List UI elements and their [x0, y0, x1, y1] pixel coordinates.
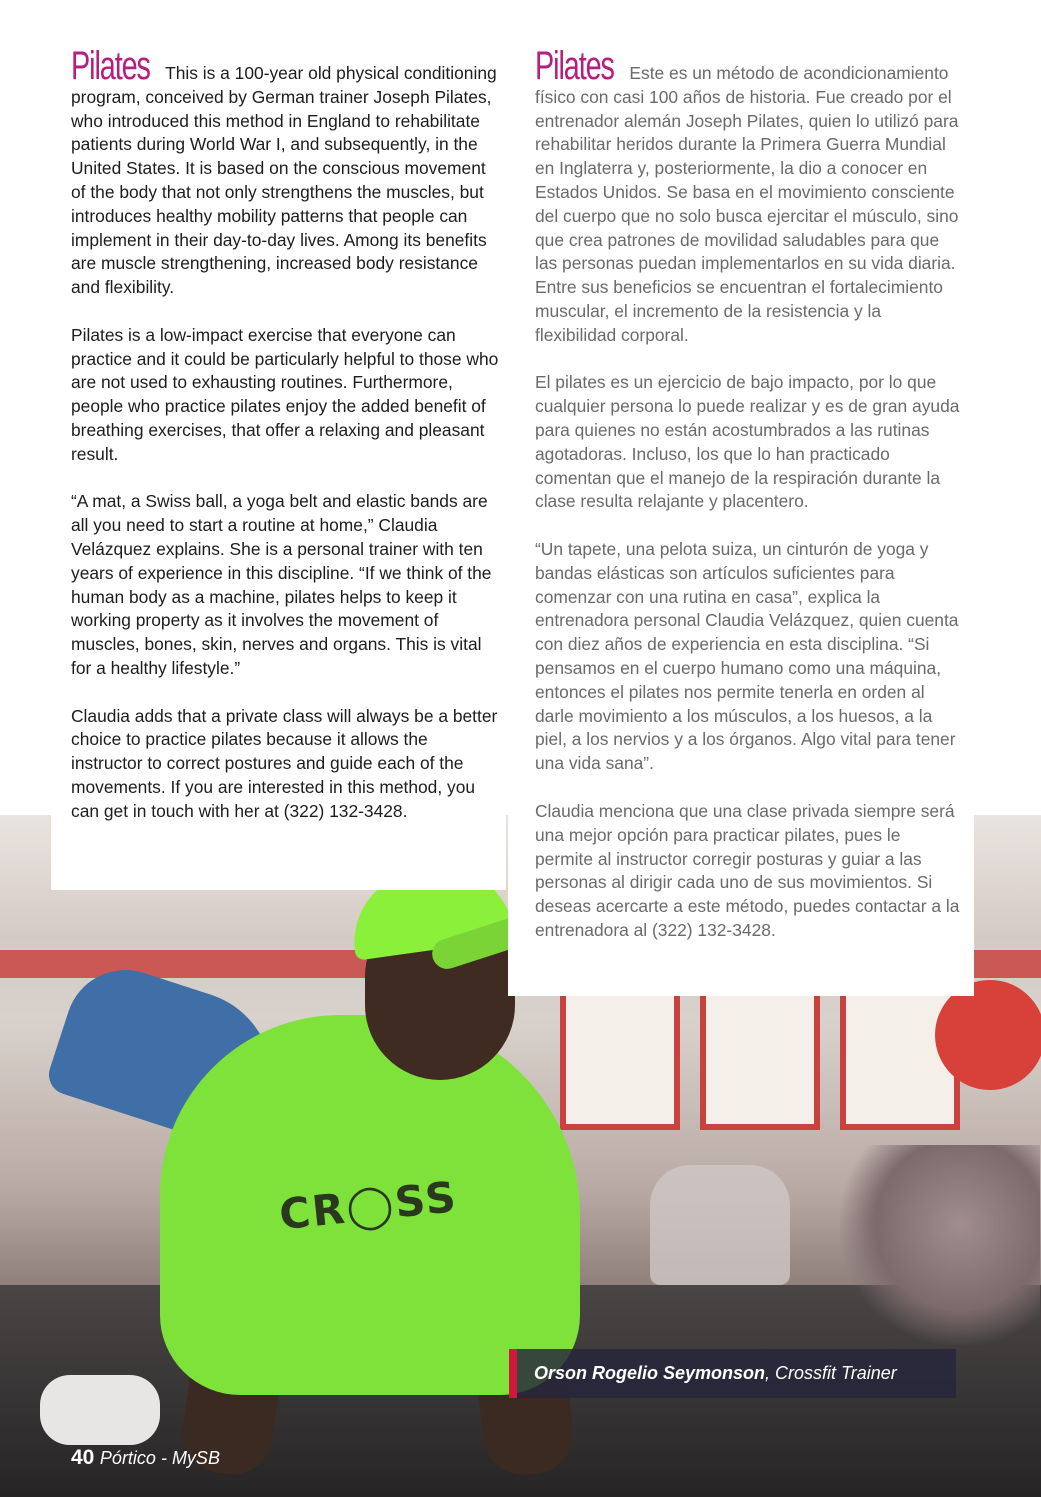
page-footer	[71, 1446, 220, 1470]
spanish-paragraph-text: Este es un método de acondicionamiento físico con casi 100 años de historia. Fue creado por el entrenador alemán Joseph Pilates, quien lo utilizó para rehabilitar heridos durante la Primera Guerra Mundial en Inglaterra y, posteriormente, la dio a conocer en Estados Unidos. Se basa en el movimiento consciente del cuerpo que no solo busca ejercitar el músculo, sino que crea patrones de movilidad saludables para que las personas puedan implementarlos en su vida diaria. Entre sus beneficios se encuentran el fortalecimiento muscular, el incremento de la resistencia y la flexibilidad corporal.	[535, 63, 959, 345]
english-paragraph	[71, 44, 501, 300]
photo-shoe	[40, 1375, 160, 1445]
page-number: 40	[71, 1446, 95, 1469]
spanish-paragraph: Claudia menciona que una clase privada siempre será una mejor opción para practicar pilates, pues le permite al instructor corregir posturas y guiar a las personas al dirigir cada uno de sus movimientos. Si deseas acercarte a este método, puedes contactar a la entrenadora al (322) 132-3428.	[535, 800, 960, 940]
photo-shirt-print: CR◯SS	[276, 1171, 460, 1240]
spanish-heading: Pilates	[535, 44, 614, 88]
caption-name: Orson Rogelio Seymonson	[534, 1363, 766, 1383]
spanish-paragraph	[535, 44, 960, 348]
caption-role: , Crossfit Trainer	[765, 1363, 897, 1383]
english-paragraph-text: This is a 100-year old physical conditioning program, conceived by German trainer Joseph Pilates, who introduced this method in England to rehabilitate patients during World War I, and subsequently, in the United States. It is based on the conscious movement of the body that not only strengthens the muscles, but introduces healthy mobility patterns that people can implement in their day-to-day lives. Among its benefits are muscle strengthening, increased body resistance and flexibility.	[71, 63, 497, 298]
photo-exercise-bike	[650, 1165, 790, 1285]
english-paragraph: Pilates is a low-impact exercise that everyone can practice and it could be particularly helpful to those who are not used to exhausting routines. Furthermore, people who practice pilates enjoy the added benefit of breathing exercises, that offer a relaxing and pleasant result.	[71, 324, 499, 464]
english-paragraph: Claudia adds that a private class will always be a better choice to practice pilates because it allows the instructor to correct postures and guide each of the movements. If you are interested in this method, you can get in touch with her at (322) 132-3428.	[71, 705, 498, 821]
spanish-paragraph: “Un tapete, una pelota suiza, un cinturón de yoga y bandas elásticas son artículos suficientes para comenzar con una rutina en casa”, explica la entrenadora personal Claudia Velázquez, quien cuenta con diez años de experiencia en esta disciplina. “Si pensamos en el cuerpo humano como una máquina, entonces el pilates nos permite tenerla en orden al darle movimiento a los músculos, a los huesos, a la piel, a los nervios y a los órganos. Algo vital para tener una vida sana”.	[535, 538, 959, 774]
english-heading: Pilates	[71, 44, 150, 88]
publication-name: Pórtico - MySB	[99, 1448, 220, 1468]
spanish-column	[535, 44, 960, 966]
photo-window	[700, 980, 820, 1130]
photo-caption	[509, 1349, 956, 1398]
english-paragraph: “A mat, a Swiss ball, a yoga belt and elastic bands are all you need to start a routine at home,” Claudia Velázquez explains. She is a personal trainer with ten years of experience in this discipline. “If we think of the human body as a machine, pilates helps to keep it working property as it involves the movement of muscles, bones, skin, nerves and organs. This is vital for a healthy lifestyle.”	[71, 491, 492, 678]
english-column	[71, 44, 501, 847]
photo-window	[560, 980, 680, 1130]
photo-woman-exercising	[840, 1145, 1040, 1345]
spanish-paragraph: El pilates es un ejercicio de bajo impacto, por lo que cualquier persona lo puede realizar y es de gran ayuda para quienes no están acostumbrados a las rutinas agotadoras. Incluso, los que lo han practicado comentan que el manejo de la respiración durante la clase resulta relajante y placentero.	[535, 372, 960, 512]
photo-weight-plate	[935, 980, 1041, 1090]
